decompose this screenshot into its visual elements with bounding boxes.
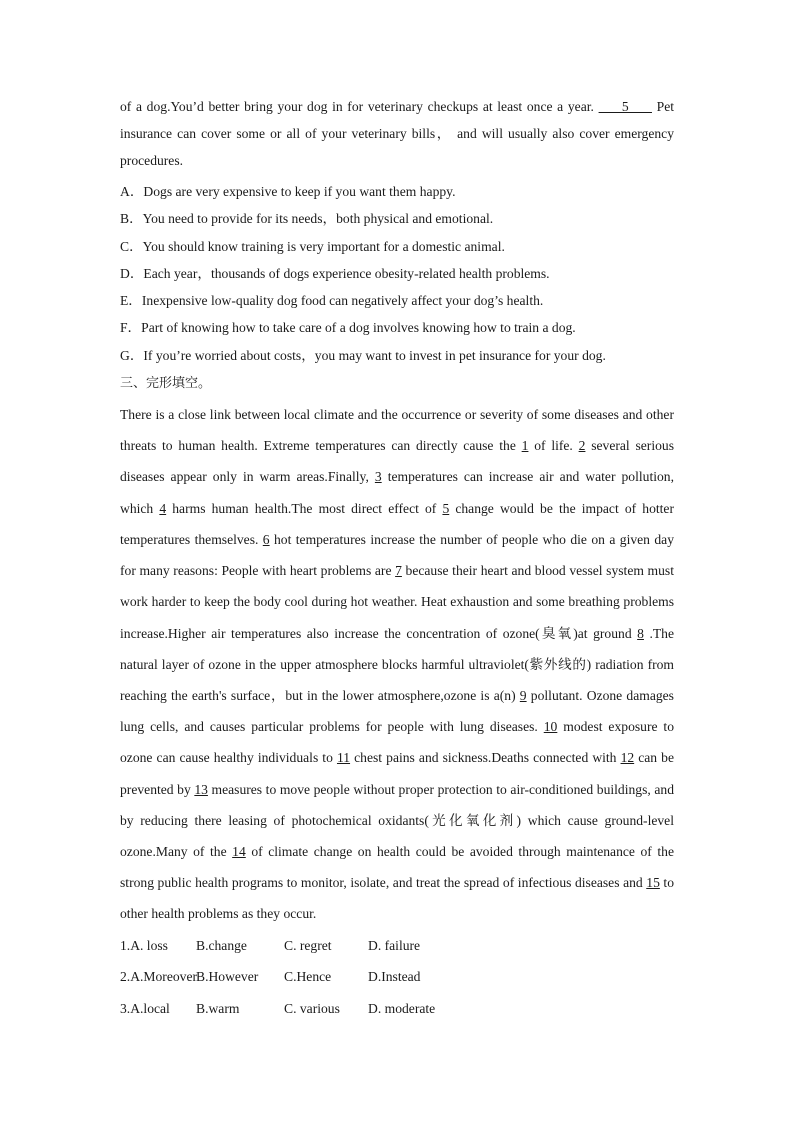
answer-choice: 3.A.local: [120, 1000, 170, 1016]
answer-blank-5: 5: [598, 99, 652, 114]
option-g: G．If you’re worried about costs，you may want to invest in pet insurance for your dog.: [120, 347, 606, 363]
blank-number-4: 4: [159, 500, 167, 516]
passage-text: .The natural layer of ozone in the upper atmosphere blocks harmful ultraviolet(紫外线的) radiation from reaching the earth's surface，but in the lower atmosphere,ozone is a(n): [120, 625, 674, 703]
passage-text: chest pains and sickness.Deaths connected with: [350, 750, 621, 766]
passage-text: measures to move people without proper protection to air-conditioned buildings, and by reducing there leasing of photochemical oxidants(光化氧化剂) which cause ground-level ozone.Many of the: [120, 781, 674, 859]
blank-number-2: 2: [578, 438, 586, 454]
option-f: F．Part of knowing how to take care of a dog involves knowing how to train a dog.: [120, 320, 576, 336]
passage-text: of climate change on health could be avoided through maintenance of the strong public health programs to monitor, isolate, and treat the spread of infectious diseases and: [120, 843, 674, 891]
answer-choice: D. failure: [368, 937, 421, 953]
option-c: C．You should know training is very important for a domestic animal.: [120, 238, 505, 254]
passage-text: of life.: [528, 438, 579, 454]
answer-choice: C.Hence: [284, 969, 332, 985]
blank-number-9: 9: [519, 687, 527, 703]
intro-text-after: Pet insurance can cover some or all of your veterinary bills， and will usually also cover emergency procedures.: [120, 99, 674, 168]
blank-number-12: 12: [620, 750, 635, 766]
blank-number-14: 14: [232, 843, 246, 859]
page-content: [120, 93, 674, 1024]
blank-number-5: 5: [442, 500, 450, 516]
answer-choice: B.warm: [196, 1000, 240, 1016]
option-e: E．Inexpensive low-quality dog food can negatively affect your dog’s health.: [120, 293, 544, 309]
option-d: D．Each year，thousands of dogs experience obesity-related health problems.: [120, 265, 550, 281]
option-a: A．Dogs are very expensive to keep if you want them happy.: [120, 184, 456, 199]
blank-number-7: 7: [395, 563, 402, 579]
answer-choice: D. moderate: [368, 1000, 436, 1016]
answer-choice: B.change: [196, 937, 247, 953]
passage-text: pollutant. Ozone damages lung cells, and causes particular problems for people with lung diseases.: [120, 687, 674, 735]
passage-text: hot temperatures increase the number of people who die on a given day for many reasons: People with heart problems are: [120, 531, 674, 579]
answer-choice: C. various: [284, 1000, 340, 1016]
intro-paragraph: [120, 93, 674, 174]
option-b: B．You need to provide for its needs，both physical and emotional.: [120, 211, 494, 227]
question-row-2: [120, 961, 674, 993]
answer-choice: 2.A.Moreover: [120, 969, 198, 985]
blank-number-15: 15: [646, 875, 660, 891]
question-row-1: [120, 930, 674, 962]
question-row-3: [120, 993, 674, 1025]
answer-choice: 1.A. loss: [120, 937, 168, 953]
passage-text: change would be the impact of hotter temperatures themselves.: [120, 500, 674, 547]
section-title: 三、完形填空。: [120, 376, 212, 392]
passage-text: harms human health.The most direct effect of: [166, 500, 443, 516]
passage-text: because their heart and blood vessel system must work harder to keep the body cool during hot weather. Heat exhaustion and some breathing problems increase.Higher air temperatures also increase the concentration of ozone(臭氧)at ground: [120, 563, 674, 641]
blank-number-1: 1: [521, 438, 529, 454]
passage-text: modest exposure to ozone can cause healthy individuals to: [120, 719, 675, 766]
blank-number-8: 8: [637, 625, 644, 641]
answer-choice: C. regret: [284, 937, 332, 953]
blank-number-6: 6: [262, 531, 270, 547]
intro-text-before: of a dog.You’d better bring your dog in for veterinary checkups at least once a year.: [120, 99, 599, 114]
option-list: [120, 178, 674, 369]
passage-text: There is a close link between local climate and the occurrence or severity of some diseases and other threats to human health. Extreme temperatures can directly cause the: [120, 407, 674, 454]
question-list: [120, 930, 674, 1025]
blank-number-3: 3: [374, 469, 382, 485]
blank-number-11: 11: [336, 750, 351, 766]
cloze-passage: [120, 399, 674, 929]
blank-number-10: 10: [543, 719, 558, 735]
blank-number-13: 13: [194, 781, 208, 797]
passage-text: to other health problems as they occur.: [120, 875, 674, 922]
passage-text: temperatures can increase air and water pollution, which: [120, 469, 674, 516]
answer-choice: D.Instead: [368, 969, 421, 985]
passage-text: several serious diseases appear only in warm areas.Finally,: [120, 438, 674, 485]
answer-choice: B.However: [196, 969, 259, 985]
passage-text: can be prevented by: [120, 750, 674, 797]
